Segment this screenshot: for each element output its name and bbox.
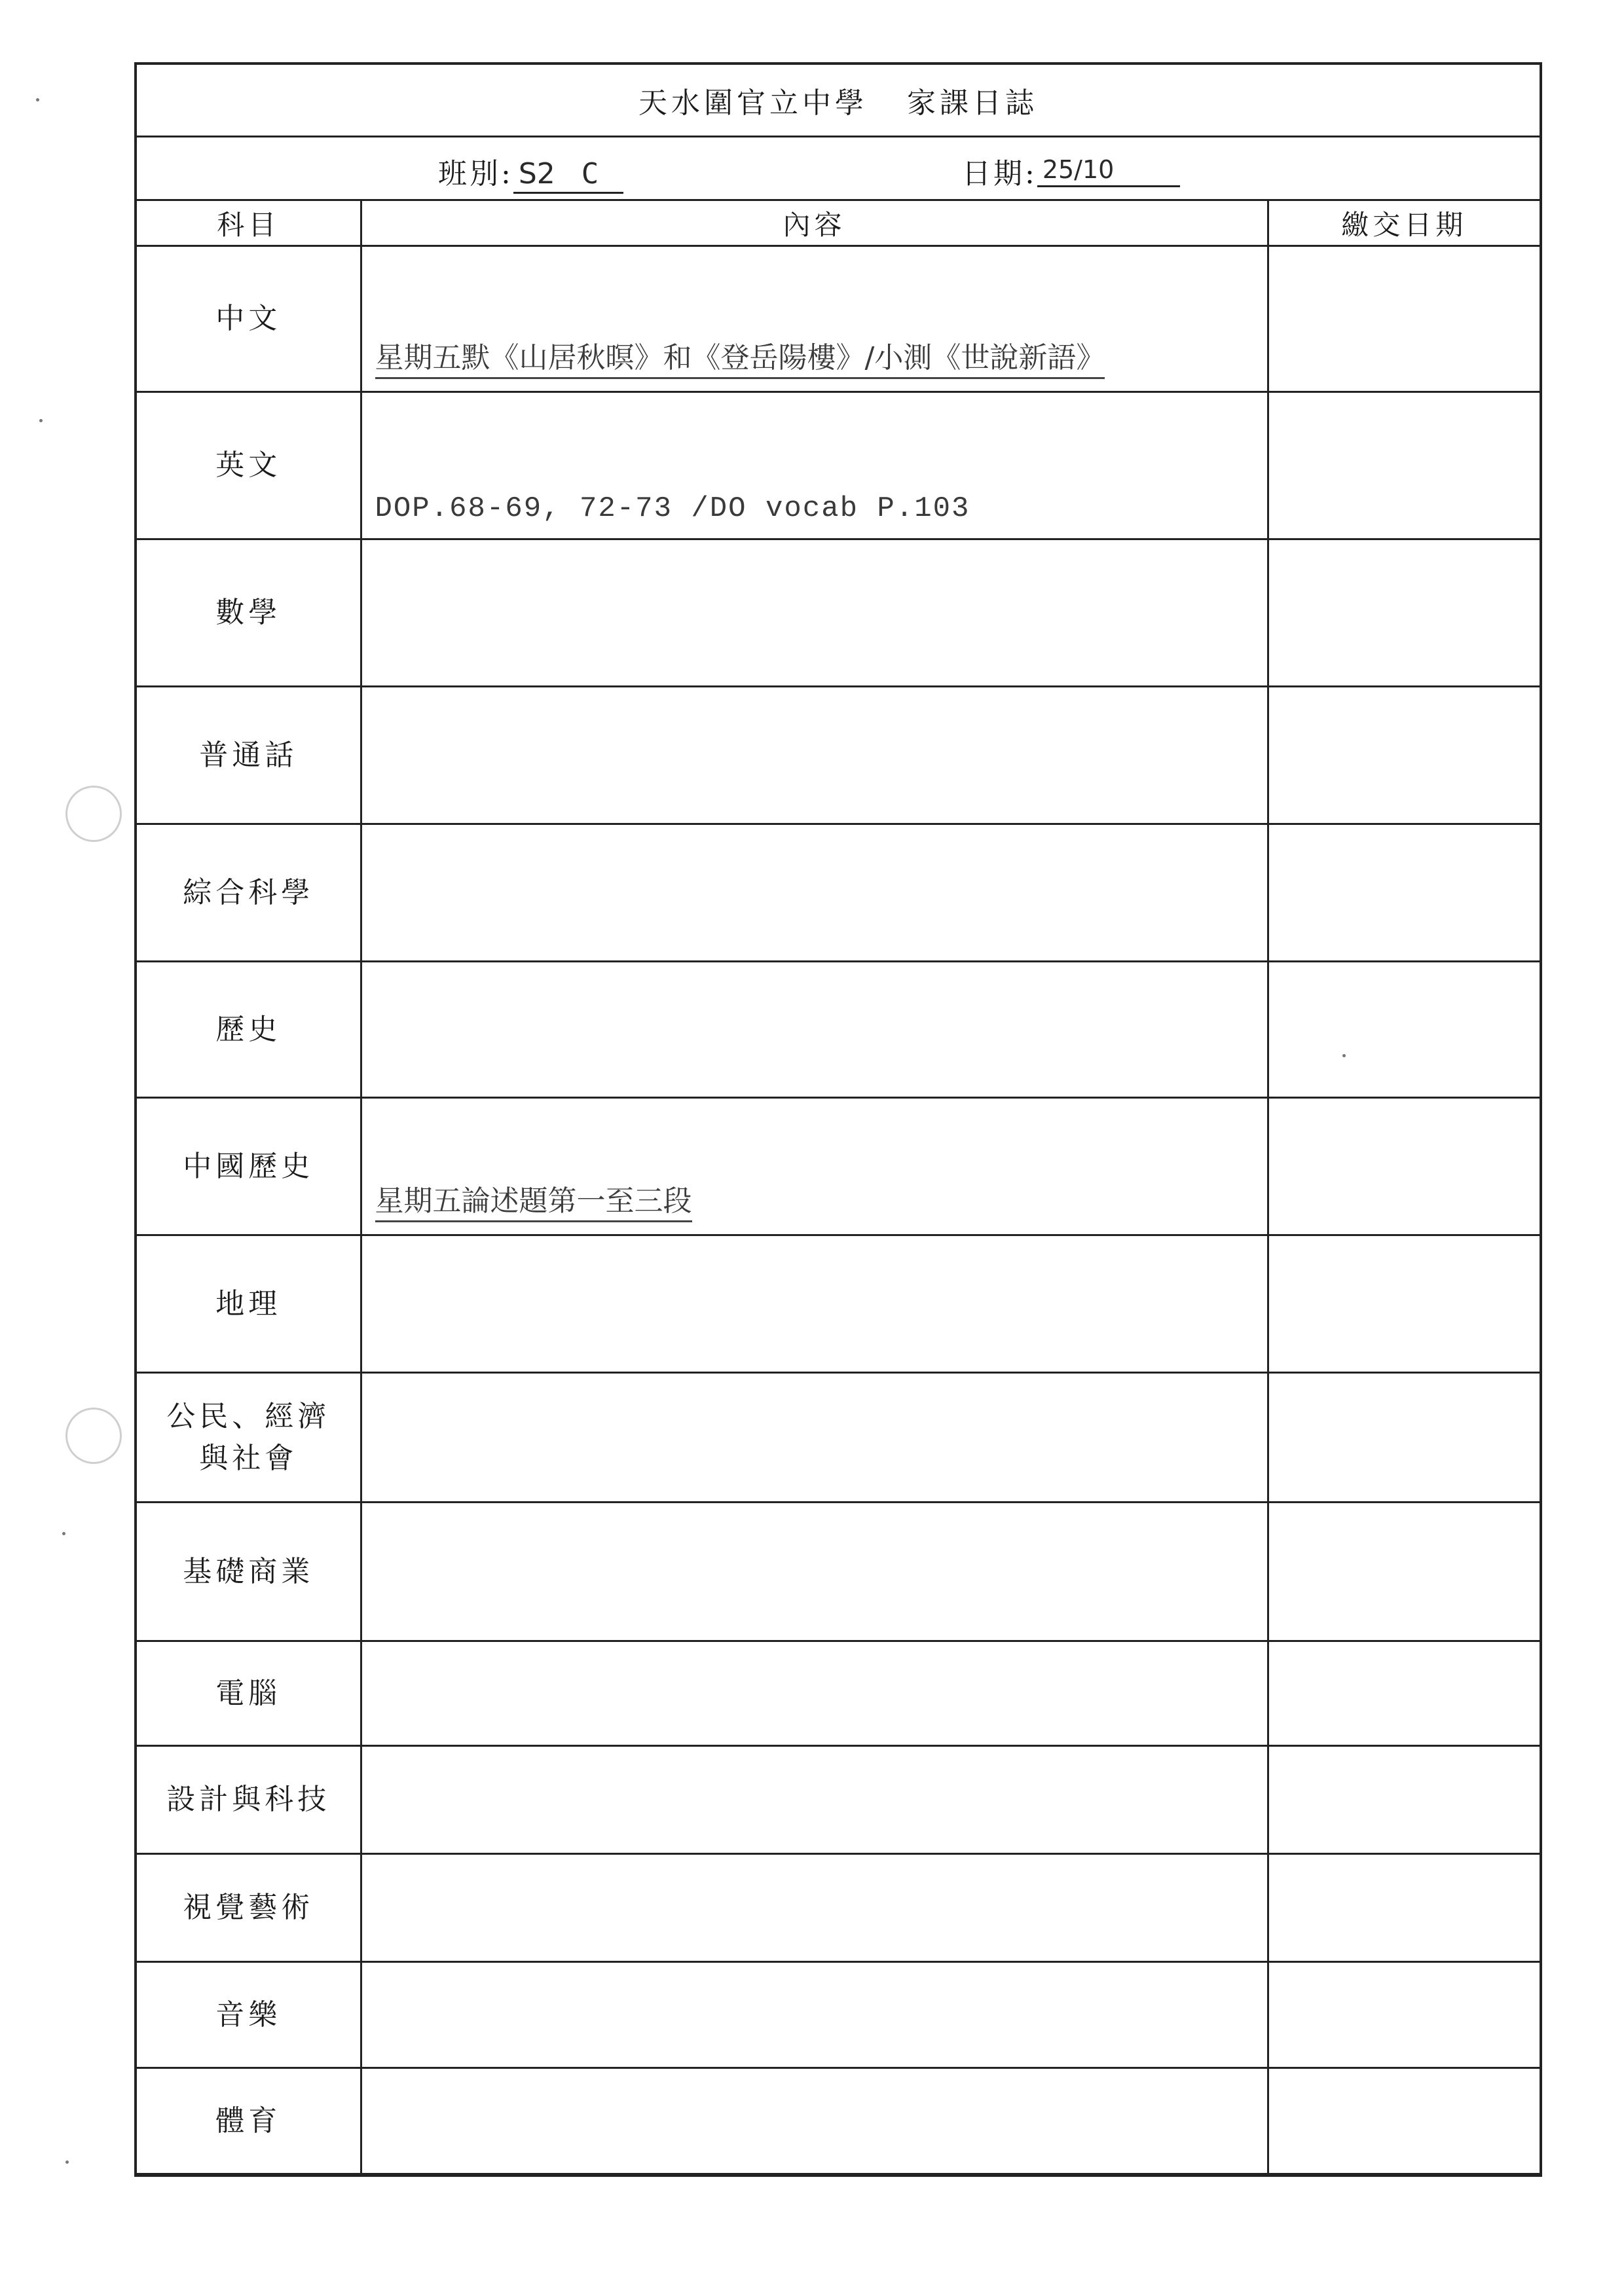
- content-cell[interactable]: [361, 1503, 1268, 1641]
- table-row: [137, 1962, 1540, 2068]
- due-cell[interactable]: [1268, 1373, 1540, 1503]
- punch-hole-bottom: [65, 1408, 122, 1464]
- due-cell[interactable]: [1268, 1854, 1540, 1962]
- table-row: [137, 1373, 1540, 1503]
- homework-text: 星期五默《山居秋暝》和《登岳陽樓》/小測《世說新語》: [375, 334, 1105, 379]
- class-section: C: [581, 157, 599, 191]
- due-cell[interactable]: [1268, 962, 1540, 1098]
- content-cell[interactable]: [361, 1962, 1268, 2068]
- due-cell[interactable]: [1268, 246, 1540, 392]
- table-row: [137, 392, 1540, 539]
- date-label: 日期:: [962, 157, 1037, 191]
- title-row: [137, 65, 1540, 137]
- due-cell[interactable]: [1268, 1746, 1540, 1854]
- due-cell[interactable]: [1268, 1503, 1540, 1641]
- header-content: 內容: [361, 200, 1268, 246]
- homework-text: DOP.68-69, 72-73 /DO vocab P.103: [375, 492, 970, 525]
- table-row: [137, 539, 1540, 687]
- subject-cell: [137, 1373, 361, 1503]
- date-value[interactable]: 25/10: [1037, 155, 1180, 187]
- content-cell[interactable]: [361, 1098, 1268, 1235]
- due-cell[interactable]: [1268, 1235, 1540, 1373]
- subject-cell: 音樂: [137, 1962, 361, 2068]
- scan-speck: [36, 98, 39, 101]
- class-label: 班別:: [438, 157, 513, 191]
- due-cell[interactable]: [1268, 2068, 1540, 2174]
- subject-cell: 視覺藝術: [137, 1854, 361, 1962]
- content-cell[interactable]: [361, 824, 1268, 962]
- table-row: [137, 962, 1540, 1098]
- date-field: [962, 150, 1180, 192]
- scan-speck: [62, 1532, 65, 1535]
- subject-cell: 體育: [137, 2068, 361, 2174]
- content-cell[interactable]: [361, 539, 1268, 687]
- subject-cell: 英文: [137, 392, 361, 539]
- content-cell[interactable]: [361, 1854, 1268, 1962]
- content-cell[interactable]: [361, 392, 1268, 539]
- content-cell[interactable]: [361, 962, 1268, 1098]
- due-cell[interactable]: [1268, 687, 1540, 824]
- due-cell[interactable]: [1268, 539, 1540, 687]
- due-cell[interactable]: [1268, 1641, 1540, 1746]
- scan-speck: [65, 2160, 69, 2164]
- content-cell[interactable]: [361, 1641, 1268, 1746]
- table-row: [137, 1235, 1540, 1373]
- homework-table: [137, 199, 1540, 2175]
- scan-speck: [39, 419, 43, 422]
- school-name: 天水圍官立中學: [638, 86, 868, 120]
- table-row: [137, 1746, 1540, 1854]
- punch-hole-top: [65, 786, 122, 842]
- form-title: 家課日誌: [907, 86, 1038, 120]
- subject-cell: 普通話: [137, 687, 361, 824]
- table-row: [137, 687, 1540, 824]
- table-row: [137, 1098, 1540, 1235]
- table-row: [137, 1503, 1540, 1641]
- content-cell[interactable]: [361, 687, 1268, 824]
- subject-line-1: 公民、經濟: [166, 1399, 331, 1433]
- class-grade: S2: [518, 157, 555, 191]
- class-field: [438, 150, 623, 194]
- meta-row: [137, 136, 1540, 201]
- subject-cell: 數學: [137, 539, 361, 687]
- header-subject: 科目: [137, 200, 361, 246]
- header-due-date: 繳交日期: [1268, 200, 1540, 246]
- due-cell[interactable]: [1268, 1962, 1540, 2068]
- content-cell[interactable]: [361, 246, 1268, 392]
- subject-cell: 基礎商業: [137, 1503, 361, 1641]
- content-cell[interactable]: [361, 2068, 1268, 2174]
- subject-cell: 中國歷史: [137, 1098, 361, 1235]
- table-header-row: [137, 200, 1540, 246]
- table-row: [137, 2068, 1540, 2174]
- due-cell[interactable]: [1268, 392, 1540, 539]
- content-cell[interactable]: [361, 1746, 1268, 1854]
- subject-cell: 電腦: [137, 1641, 361, 1746]
- subject-cell: 設計與科技: [137, 1746, 361, 1854]
- homework-text: 星期五論述題第一至三段: [375, 1177, 692, 1222]
- due-cell[interactable]: [1268, 1098, 1540, 1235]
- homework-diary-sheet: [134, 62, 1542, 2177]
- table-row: [137, 1854, 1540, 1962]
- content-cell[interactable]: [361, 1235, 1268, 1373]
- table-row: [137, 1641, 1540, 1746]
- subject-cell: 綜合科學: [137, 824, 361, 962]
- subject-cell: 地理: [137, 1235, 361, 1373]
- table-row: [137, 824, 1540, 962]
- subject-cell: 中文: [137, 246, 361, 392]
- subject-cell: 歷史: [137, 962, 361, 1098]
- subject-line-2: 與社會: [199, 1441, 298, 1475]
- due-cell[interactable]: [1268, 824, 1540, 962]
- class-value[interactable]: [513, 157, 623, 194]
- content-cell[interactable]: [361, 1373, 1268, 1503]
- table-row: [137, 246, 1540, 392]
